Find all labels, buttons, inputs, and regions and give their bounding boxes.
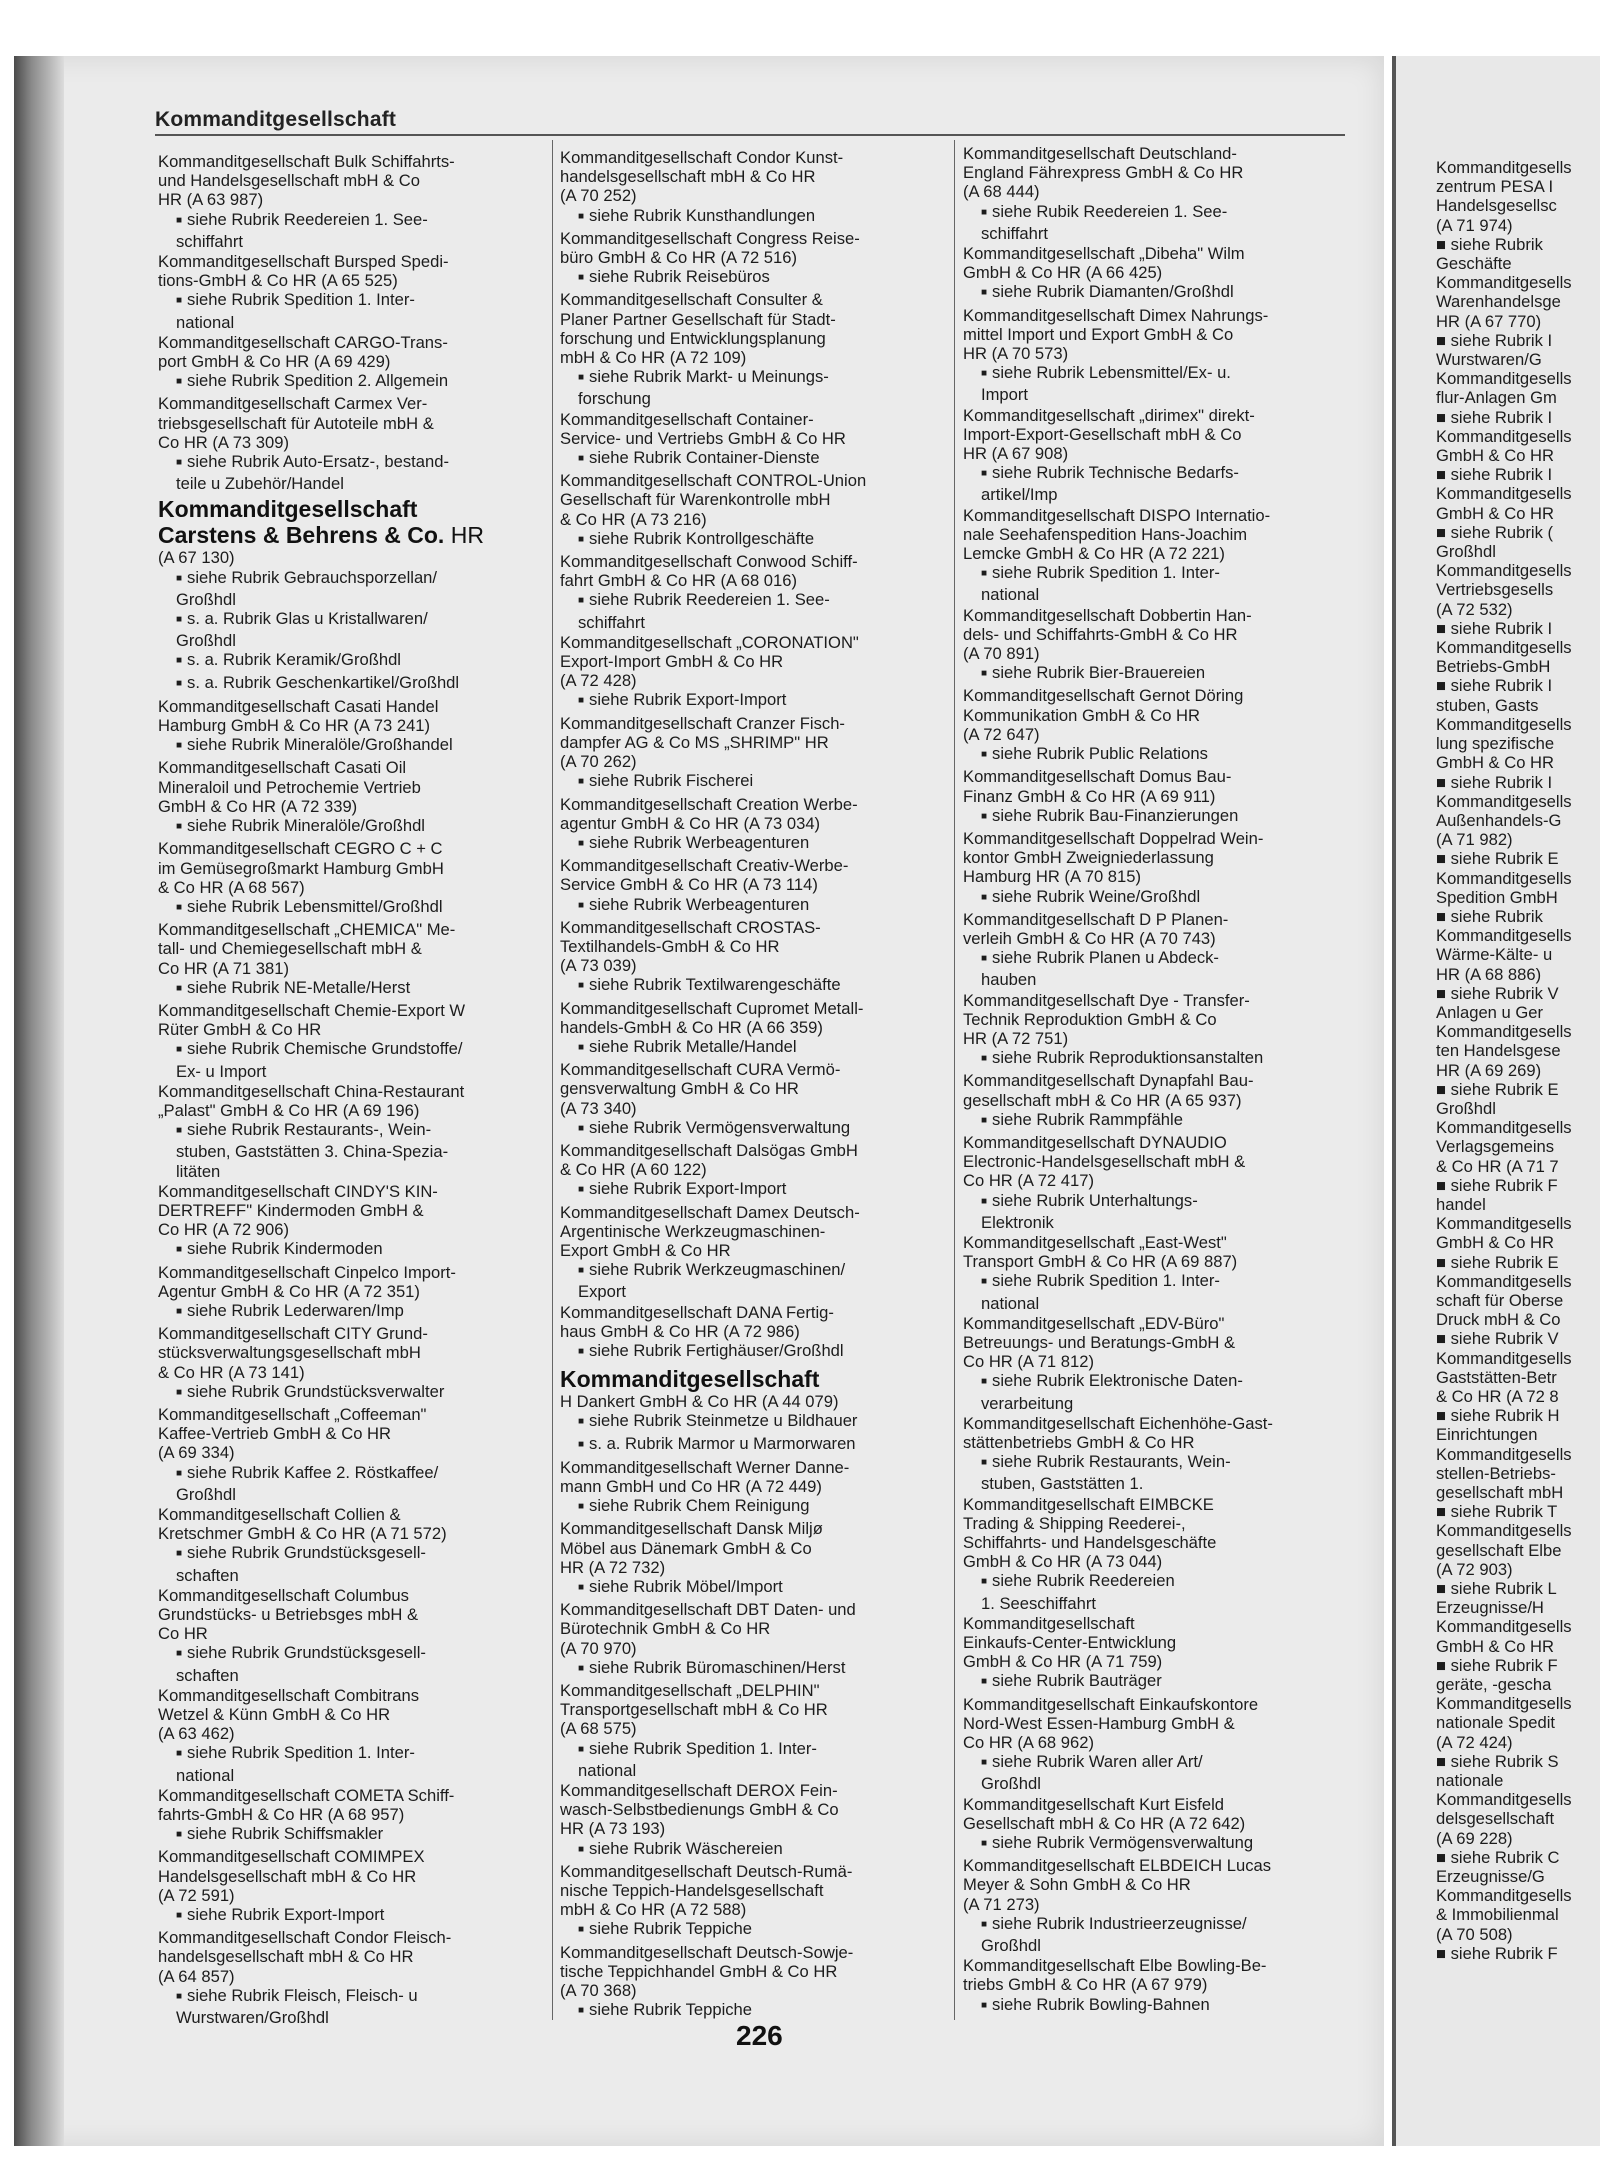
directory-entry xyxy=(158,1786,553,1847)
directory-entry xyxy=(560,1781,955,1861)
rubric-reference: ■ siehe Rubrik Schiffsmakler xyxy=(158,1824,553,1846)
entry-firm-name xyxy=(158,522,553,548)
rubric-reference: ■ s. a. Rubrik Glas u Kristallwaren/ Großhdl xyxy=(158,609,553,650)
rubric-reference: ■ siehe Rubrik Teppiche xyxy=(560,2000,955,2022)
directory-entry xyxy=(963,144,1358,243)
rubric-reference: ■ siehe Rubrik Steinmetze u Bildhauer xyxy=(560,1411,955,1433)
rubric-reference: ■ siehe Rubrik Spedition 2. Allgemein xyxy=(158,371,553,393)
entry-text: Kommanditgesellschaft Casati Handel Hamburg GmbH & Co HR (A 73 241) xyxy=(158,696,439,736)
rubric-reference: ■ siehe Rubrik Werbeagenturen xyxy=(560,833,955,855)
entry-text: Kommanditgesellschaft Gernot Döring Kommunikation GmbH & Co HR (A 72 647) xyxy=(963,686,1244,744)
rubric-reference: ■ siehe Rubrik Reisebüros xyxy=(560,267,955,289)
directory-entry xyxy=(963,1071,1358,1132)
entry-text: Kommanditgesellschaft Eichenhöhe-Gast- stättenbetriebs GmbH & Co HR xyxy=(963,1413,1273,1452)
entry-text: Kommanditgesellschaft Doppelrad Wein- kontor GmbH Zweigniederlassung Hamburg HR (A 70 815) xyxy=(963,828,1264,887)
rubric-reference: ■ siehe Rubik Reedereien 1. See- schiffahrt xyxy=(963,202,1358,243)
directory-entry xyxy=(963,1956,1358,2017)
directory-entry xyxy=(560,1862,955,1942)
directory-entry xyxy=(963,829,1358,909)
rubric-reference: ■ siehe Rubrik Auto-Ersatz-, bestand- teile u Zubehör/Handel xyxy=(158,452,553,493)
facing-page-text: Kommanditgesells zentrum PESA I Handelsgesellsc (A 71 974) ■ siehe Rubrik Geschäfte Kommanditgesells Warenhandelsge HR (A 67 770) ■ siehe Rubrik I Wurstwaren/G Kommanditgesells flur-Anlagen Gm ■ siehe Rubrik I Kommanditgesells GmbH & Co HR ■ siehe Rubrik I Kommanditgesells GmbH & Co HR ■ siehe Rubrik ( Großhdl Kommanditgesells Vertriebsgesells (A 72 532) ■ siehe Rubrik I Kommanditgesells Betriebs-GmbH ■ siehe Rubrik I stuben, Gasts Kommanditgesells lung spezifische GmbH & Co HR ■ siehe Rubrik I Kommanditgesells Außenhandels-G (A 71 982) ■ siehe Rubrik E Kommanditgesells Spedition GmbH ■ siehe Rubrik Kommanditgesells Wärme-Kälte- u HR (A 68 886) ■ siehe Rubrik V Anlagen u Ger Kommanditgesells ten Handelsgese HR (A 69 269) ■ siehe Rubrik E Großhdl Kommanditgesells Verlagsgemeins & Co HR (A 71 7 ■ siehe Rubrik F handel Kommanditgesells GmbH & Co HR ■ siehe Rubrik E Kommanditgesells schaft für Oberse Druck mbH & Co ■ siehe Rubrik V Kommanditgesells Gaststätten-Betr & Co HR (A 72 8 ■ siehe Rubrik H Einrichtungen Kommanditgesells stellen-Betriebs- gesellschaft mbH ■ siehe Rubrik T Kommanditgesells gesellschaft Elbe (A 72 903) ■ siehe Rubrik L Erzeugnisse/H Kommanditgesells GmbH & Co HR ■ siehe Rubrik F geräte, -gescha Kommanditgesells nationale Spedit (A 72 424) ■ siehe Rubrik S nationale Kommanditgesells delsgesellschaft (A 69 228) ■ siehe Rubrik C Erzeugnisse/G Kommanditgesells & Immobilienmal (A 70 508) ■ siehe Rubrik F xyxy=(1436,158,1572,1963)
rubric-reference: ■ siehe Rubrik Industrieerzeugnisse/ Großhdl xyxy=(963,1914,1358,1955)
directory-entry xyxy=(560,229,955,290)
directory-entry xyxy=(158,333,553,394)
rubric-reference: ■ siehe Rubrik NE-Metalle/Herst xyxy=(158,978,553,1000)
directory-entry xyxy=(158,920,553,1000)
entry-text: Kommanditgesellschaft Dobbertin Han- dels- und Schiffahrts-GmbH & Co HR (A 70 891) xyxy=(963,605,1252,664)
rubric-reference: ■ siehe Rubrik Spedition 1. Inter- national xyxy=(158,290,553,331)
rubric-reference: ■ siehe Rubrik Waren aller Art/ Großhdl xyxy=(963,1752,1358,1793)
directory-entry xyxy=(963,1856,1358,1955)
directory-entry xyxy=(560,552,955,632)
rubric-reference: ■ s. a. Rubrik Marmor u Marmorwaren xyxy=(560,1434,955,1456)
directory-entry xyxy=(560,1141,955,1202)
rubric-reference: ■ siehe Rubrik Kunsthandlungen xyxy=(560,206,955,228)
rubric-reference: ■ siehe Rubrik Kindermoden xyxy=(158,1239,553,1261)
directory-entry xyxy=(963,1414,1358,1494)
directory-entry xyxy=(560,1203,955,1302)
rubric-reference: ■ siehe Rubrik Spedition 1. Inter- national xyxy=(963,1271,1358,1312)
entry-text: Kommanditgesellschaft „CHEMICA" Me- tall- und Chemiegesellschaft mbH & Co HR (A 71 381) xyxy=(158,920,456,978)
rubric-reference: ■ siehe Rubrik Bowling-Bahnen xyxy=(963,1995,1358,2017)
rubric-reference: ■ s. a. Rubrik Geschenkartikel/Großhdl xyxy=(158,673,553,695)
entry-text: Kommanditgesellschaft CITY Grund- stücksverwaltungsgesellschaft mbH & Co HR (A 73 141) xyxy=(158,1324,428,1382)
rubric-reference: ■ s. a. Rubrik Keramik/Großhdl xyxy=(158,650,553,672)
rubric-reference: ■ siehe Rubrik Grundstücksverwalter xyxy=(158,1382,553,1404)
rubric-reference: ■ siehe Rubrik Fleisch, Fleisch- u Wurstwaren/Großhdl xyxy=(158,1986,553,2027)
entry-heading: Kommanditgesellschaft xyxy=(560,1366,820,1393)
entry-text: Kommanditgesellschaft DBT Daten- und Bürotechnik GmbH & Co HR (A 70 970) xyxy=(560,1600,856,1658)
entry-text: H Dankert GmbH & Co HR (A 44 079) xyxy=(560,1392,839,1412)
entry-text: Kommanditgesellschaft Domus Bau- Finanz GmbH & Co HR (A 69 911) xyxy=(963,767,1232,806)
rubric-reference: ■ siehe Rubrik Reedereien 1. Seeschiffahrt xyxy=(963,1571,1358,1612)
column-2 xyxy=(560,148,955,2023)
entry-text: Kommanditgesellschaft Creation Werbe- agentur GmbH & Co HR (A 73 034) xyxy=(560,794,858,833)
entry-text: Kommanditgesellschaft Dye - Transfer- Technik Reproduktion GmbH & Co HR (A 72 751) xyxy=(963,990,1250,1048)
rubric-reference: ■ siehe Rubrik Public Relations xyxy=(963,744,1358,766)
directory-entry xyxy=(158,1082,553,1181)
rubric-reference: ■ siehe Rubrik Fischerei xyxy=(560,771,955,793)
entry-text: Kommanditgesellschaft Kurt Eisfeld Gesellschaft mbH & Co HR (A 72 642) xyxy=(963,1794,1246,1833)
column-3 xyxy=(963,144,1358,2018)
entry-text: Kommanditgesellschaft COMIMPEX Handelsgesellschaft mbH & Co HR (A 72 591) xyxy=(158,1847,425,1905)
entry-heading: Kommanditgesellschaft xyxy=(158,496,418,523)
rubric-reference: ■ siehe Rubrik Werbeagenturen xyxy=(560,895,955,917)
directory-entry xyxy=(963,686,1358,766)
entry-text: Kommanditgesellschaft Carmex Ver- triebsgesellschaft für Autoteile mbH & Co HR (A 73 309) xyxy=(158,394,434,452)
entry-text: Kommanditgesellschaft DEROX Fein- wasch-Selbstbedienungs GmbH & Co HR (A 73 193) xyxy=(560,1781,839,1839)
rubric-reference: ■ siehe Rubrik Lebensmittel/Ex- u. Import xyxy=(963,363,1358,404)
entry-text: Kommanditgesellschaft Conwood Schiff- fahrt GmbH & Co HR (A 68 016) xyxy=(560,552,858,591)
rubric-reference: ■ siehe Rubrik Spedition 1. Inter- national xyxy=(963,563,1358,604)
entry-text: Kommanditgesellschaft Combitrans Wetzel & Künn GmbH & Co HR (A 63 462) xyxy=(158,1685,420,1744)
directory-entry xyxy=(560,795,955,856)
rubric-reference: ■ siehe Rubrik Vermögensverwaltung xyxy=(560,1118,955,1140)
entry-text: Kommanditgesellschaft CEGRO C + C im Gemüsegroßmarkt Hamburg GmbH & Co HR (A 68 567) xyxy=(158,839,444,897)
entry-text: Kommanditgesellschaft Cinpelco Import- Agentur GmbH & Co HR (A 72 351) xyxy=(158,1262,456,1301)
rubric-reference: ■ siehe Rubrik Reproduktionsanstalten xyxy=(963,1048,1358,1070)
rubric-reference: ■ siehe Rubrik Fertighäuser/Großhdl xyxy=(560,1341,955,1363)
rubric-reference: ■ siehe Rubrik Container-Dienste xyxy=(560,448,955,470)
rubric-reference: ■ siehe Rubrik Grundstücksgesell- schaften xyxy=(158,1543,553,1584)
entry-text: Kommanditgesellschaft DISPO Internatio- nale Seehafenspedition Hans-Joachim Lemcke GmbH & Co HR (A 72 221) xyxy=(963,505,1271,564)
directory-entry xyxy=(158,1847,553,1927)
entry-text: Kommanditgesellschaft Congress Reise- büro GmbH & Co HR (A 72 516) xyxy=(560,228,860,268)
directory-entry xyxy=(963,1314,1358,1413)
entry-text: Kommanditgesellschaft Casati Oil Mineraloil und Petrochemie Vertrieb GmbH & Co HR (A 72 339) xyxy=(158,758,421,816)
entry-text: Kommanditgesellschaft Einkaufs-Center-Entwicklung GmbH & Co HR (A 71 759) xyxy=(963,1613,1177,1672)
directory-entry xyxy=(560,410,955,471)
directory-entry xyxy=(963,910,1358,990)
entry-text: Kommanditgesellschaft Deutschland- England Fährexpress GmbH & Co HR (A 68 444) xyxy=(963,144,1244,202)
column-1 xyxy=(158,152,553,2028)
rubric-reference: ■ siehe Rubrik Vermögensverwaltung xyxy=(963,1833,1358,1855)
rubric-reference: ■ siehe Rubrik Mineralöle/Großhdl xyxy=(158,816,553,838)
directory-entry xyxy=(560,918,955,998)
entry-text: Kommanditgesellschaft Deutsch-Rumä- nische Teppich-Handelsgesellschaft mbH & Co HR (A 72 588) xyxy=(560,1861,853,1920)
rubric-reference: ■ siehe Rubrik Chem Reinigung xyxy=(560,1496,955,1518)
entry-text: Kommanditgesellschaft Dimex Nahrungs- mittel Import und Export GmbH & Co HR (A 70 573) xyxy=(963,305,1269,364)
rubric-reference: ■ siehe Rubrik Bau-Finanzierungen xyxy=(963,806,1358,828)
rubric-reference: ■ siehe Rubrik Werkzeugmaschinen/ Export xyxy=(560,1260,955,1301)
entry-text: Kommanditgesellschaft CROSTAS- Textilhandels-GmbH & Co HR (A 73 039) xyxy=(560,917,821,976)
directory-entry xyxy=(963,1233,1358,1313)
rubric-reference: ■ siehe Rubrik Unterhaltungs- Elektronik xyxy=(963,1191,1358,1232)
entry-text: Kommanditgesellschaft Consulter & Planer Partner Gesellschaft für Stadt- forschung und Entwicklungsplanung mbH & Co HR (A 72 109) xyxy=(560,290,836,368)
directory-entry xyxy=(560,1366,955,1456)
rubric-reference: ■ siehe Rubrik Restaurants, Wein- stuben, Gaststätten 1. xyxy=(963,1452,1358,1493)
directory-entry xyxy=(158,1263,553,1324)
entry-text: Kommanditgesellschaft „Coffeeman" Kaffee-Vertrieb GmbH & Co HR (A 69 334) xyxy=(158,1404,427,1463)
rubric-reference: ■ siehe Rubrik Restaurants-, Wein- stuben, Gaststätten 3. China-Spezia- litäten xyxy=(158,1120,553,1181)
rubric-reference: ■ siehe Rubrik Wäschereien xyxy=(560,1839,955,1861)
directory-entry xyxy=(963,1795,1358,1856)
directory-entry xyxy=(158,1686,553,1785)
directory-entry xyxy=(963,406,1358,505)
rubric-reference: ■ siehe Rubrik Büromaschinen/Herst xyxy=(560,1658,955,1680)
rubric-reference: ■ siehe Rubrik Reedereien 1. See- schiffahrt xyxy=(560,590,955,631)
entry-text: Kommanditgesellschaft Werner Danne- mann GmbH und Co HR (A 72 449) xyxy=(560,1457,850,1496)
directory-entry xyxy=(560,633,955,713)
rubric-reference: ■ siehe Rubrik Bauträger xyxy=(963,1671,1358,1693)
entry-text: Kommanditgesellschaft DYNAUDIO Electronic-Handelsgesellschaft mbH & Co HR (A 72 417) xyxy=(963,1132,1246,1191)
entry-text: Kommanditgesellschaft Deutsch-Sowje- tische Teppichhandel GmbH & Co HR (A 70 368) xyxy=(560,1942,854,2001)
entry-text: Kommanditgesellschaft DANA Fertig- haus GmbH & Co HR (A 72 986) xyxy=(560,1302,834,1341)
directory-entry xyxy=(963,1133,1358,1232)
rubric-reference: ■ siehe Rubrik Planen u Abdeck- hauben xyxy=(963,948,1358,989)
rubric-reference: ■ siehe Rubrik Spedition 1. Inter- national xyxy=(560,1739,955,1780)
entry-text: Kommanditgesellschaft ELBDEICH Lucas Meyer & Sohn GmbH & Co HR (A 71 273) xyxy=(963,1856,1272,1914)
rubric-reference: ■ siehe Rubrik Spedition 1. Inter- national xyxy=(158,1743,553,1784)
rubric-reference: ■ siehe Rubrik Gebrauchsporzellan/ Großhdl xyxy=(158,568,553,609)
entry-text: Kommanditgesellschaft Chemie-Export W Rüter GmbH & Co HR xyxy=(158,1000,466,1040)
entry-text: Kommanditgesellschaft Columbus Grundstücks- u Betriebsges mbH & Co HR xyxy=(158,1585,419,1644)
header-rule xyxy=(155,134,1345,136)
register-suffix: HR xyxy=(450,522,484,549)
entry-text: Kommanditgesellschaft Container- Service- und Vertriebs GmbH & Co HR xyxy=(560,409,846,448)
entry-text: Kommanditgesellschaft „CORONATION" Export-Import GmbH & Co HR (A 72 428) xyxy=(560,632,859,691)
directory-entry xyxy=(158,152,553,251)
entry-text: Kommanditgesellschaft „Dibeha" Wilm GmbH & Co HR (A 66 425) xyxy=(963,244,1245,283)
rubric-reference: ■ siehe Rubrik Markt- u Meinungs- forschung xyxy=(560,367,955,408)
rubric-reference: ■ siehe Rubrik Möbel/Import xyxy=(560,1577,955,1599)
directory-entry xyxy=(560,1943,955,2023)
directory-entry xyxy=(158,1324,553,1404)
firm-name-text: Carstens & Behrens & Co. xyxy=(158,522,445,549)
entry-text: Kommanditgesellschaft Damex Deutsch- Argentinische Werkzeugmaschinen- Export GmbH & Co HR xyxy=(560,1202,860,1260)
directory-entry xyxy=(560,471,955,551)
directory-entry xyxy=(158,496,553,694)
directory-entry xyxy=(963,606,1358,686)
rubric-reference: ■ siehe Rubrik Teppiche xyxy=(560,1919,955,1941)
rubric-reference: ■ siehe Rubrik Mineralöle/Großhandel xyxy=(158,735,553,757)
entry-text: Kommanditgesellschaft „DELPHIN" Transportgesellschaft mbH & Co HR (A 68 575) xyxy=(560,1681,828,1739)
entry-text: Kommanditgesellschaft Creativ-Werbe- Service GmbH & Co HR (A 73 114) xyxy=(560,856,849,895)
rubric-reference: ■ siehe Rubrik Elektronische Daten- verarbeitung xyxy=(963,1371,1358,1412)
rubric-reference: ■ siehe Rubrik Metalle/Handel xyxy=(560,1037,955,1059)
rubric-reference: ■ siehe Rubrik Weine/Großhdl xyxy=(963,887,1358,909)
rubric-reference: ■ siehe Rubrik Rammpfähle xyxy=(963,1110,1358,1132)
book-binding xyxy=(14,56,64,2146)
entry-text: Kommanditgesellschaft D P Planen- verleih GmbH & Co HR (A 70 743) xyxy=(963,909,1229,948)
rubric-reference: ■ siehe Rubrik Kaffee 2. Röstkaffee/ Großhdl xyxy=(158,1463,553,1504)
directory-entry xyxy=(158,1928,553,2027)
directory-entry xyxy=(963,506,1358,605)
directory-entry xyxy=(560,1600,955,1680)
directory-entry xyxy=(158,1182,553,1262)
directory-entry xyxy=(963,767,1358,828)
running-head: Kommanditgesellschaft xyxy=(155,108,397,131)
entry-text: Kommanditgesellschaft Dynapfahl Bau- gesellschaft mbH & Co HR (A 65 937) xyxy=(963,1071,1254,1110)
directory-entry xyxy=(560,1519,955,1599)
rubric-reference: ■ siehe Rubrik Textilwarengeschäfte xyxy=(560,975,955,997)
directory-entry xyxy=(560,148,955,228)
entry-text: Kommanditgesellschaft Cupromet Metall- handels-GmbH & Co HR (A 66 359) xyxy=(560,998,864,1037)
entry-text: Kommanditgesellschaft „EDV-Büro" Betreuungs- und Beratungs-GmbH & Co HR (A 71 812) xyxy=(963,1313,1236,1372)
directory-entry xyxy=(963,1695,1358,1794)
page-number: 226 xyxy=(736,2020,783,2051)
rubric-reference: ■ siehe Rubrik Technische Bedarfs- artikel/Imp xyxy=(963,463,1358,504)
directory-entry xyxy=(963,1614,1358,1694)
directory-entry xyxy=(560,1681,955,1780)
entry-text: Kommanditgesellschaft China-Restaurant „Palast" GmbH & Co HR (A 69 196) xyxy=(158,1081,465,1120)
rubric-reference: ■ siehe Rubrik Lederwaren/Imp xyxy=(158,1301,553,1323)
directory-entry xyxy=(560,714,955,794)
entry-text: Kommanditgesellschaft „East-West" Transport GmbH & Co HR (A 69 887) xyxy=(963,1232,1238,1272)
rubric-reference: ■ siehe Rubrik Export-Import xyxy=(560,1179,955,1201)
rubric-reference: ■ siehe Rubrik Reedereien 1. See- schiffahrt xyxy=(158,210,553,251)
directory-entry xyxy=(158,758,553,838)
entry-text: (A 67 130) xyxy=(158,548,235,568)
entry-text: Kommanditgesellschaft Bulk Schiffahrts- und Handelsgesellschaft mbH & Co HR (A 63 987) xyxy=(158,152,455,210)
directory-entry xyxy=(560,856,955,917)
entry-text: Kommanditgesellschaft Collien & Kretschmer GmbH & Co HR (A 71 572) xyxy=(158,1505,447,1544)
entry-text: Kommanditgesellschaft „dirimex" direkt- Import-Export-Gesellschaft mbH & Co HR (A 67 908) xyxy=(963,405,1255,464)
entry-text: Kommanditgesellschaft COMETA Schiff- fahrts-GmbH & Co HR (A 68 957) xyxy=(158,1785,455,1825)
directory-entry xyxy=(560,1303,955,1364)
directory-entry xyxy=(158,1505,553,1585)
directory-entry xyxy=(963,991,1358,1071)
entry-text: Kommanditgesellschaft Condor Fleisch- handelsgesellschaft mbH & Co HR (A 64 857) xyxy=(158,1928,452,1986)
entry-text: Kommanditgesellschaft Cranzer Fisch- dampfer AG & Co MS „SHRIMP" HR (A 70 262) xyxy=(560,713,845,772)
entry-text: Kommanditgesellschaft Elbe Bowling-Be- triebs GmbH & Co HR (A 67 979) xyxy=(963,1956,1267,1995)
directory-entry xyxy=(963,306,1358,405)
directory-entry xyxy=(158,697,553,758)
directory-entry xyxy=(560,1458,955,1519)
entry-text: Kommanditgesellschaft EIMBCKE Trading & Shipping Reederei-, Schiffahrts- und Handelsgeschäfte GmbH & Co HR (A 73 044) xyxy=(963,1494,1217,1572)
rubric-reference: ■ siehe Rubrik Export-Import xyxy=(158,1905,553,1927)
rubric-reference: ■ siehe Rubrik Diamanten/Großhdl xyxy=(963,282,1358,304)
directory-entry xyxy=(158,1586,553,1685)
directory-entry xyxy=(963,244,1358,305)
entry-text: Kommanditgesellschaft Bursped Spedi- tions-GmbH & Co HR (A 65 525) xyxy=(158,252,449,291)
directory-entry xyxy=(158,839,553,919)
directory-entry xyxy=(560,999,955,1060)
entry-text: Kommanditgesellschaft CONTROL-Union Gesellschaft für Warenkontrolle mbH & Co HR (A 73 216) xyxy=(560,471,867,529)
directory-entry xyxy=(158,394,553,493)
directory-entry xyxy=(560,290,955,408)
rubric-reference: ■ siehe Rubrik Lebensmittel/Großhdl xyxy=(158,897,553,919)
rubric-reference: ■ siehe Rubrik Kontrollgeschäfte xyxy=(560,529,955,551)
entry-text: Kommanditgesellschaft CURA Vermö- gensverwaltung GmbH & Co HR (A 73 340) xyxy=(560,1060,841,1118)
entry-text: Kommanditgesellschaft Condor Kunst- handelsgesellschaft mbH & Co HR (A 70 252) xyxy=(560,148,844,206)
directory-entry xyxy=(158,1001,553,1081)
directory-entry xyxy=(560,1060,955,1140)
rubric-reference: ■ siehe Rubrik Chemische Grundstoffe/ Ex- u Import xyxy=(158,1039,553,1080)
directory-entry xyxy=(158,1405,553,1504)
rubric-reference: ■ siehe Rubrik Grundstücksgesell- schaften xyxy=(158,1643,553,1684)
entry-text: Kommanditgesellschaft Einkaufskontore Nord-West Essen-Hamburg GmbH & Co HR (A 68 962) xyxy=(963,1694,1259,1753)
entry-text: Kommanditgesellschaft Dalsögas GmbH & Co HR (A 60 122) xyxy=(560,1140,858,1180)
directory-entry xyxy=(158,252,553,332)
entry-text: Kommanditgesellschaft CINDY'S KIN- DERTREFF" Kindermoden GmbH & Co HR (A 72 906) xyxy=(158,1181,438,1240)
entry-text: Kommanditgesellschaft Dansk Miljø Möbel aus Dänemark GmbH & Co HR (A 72 732) xyxy=(560,1519,823,1577)
entry-text: Kommanditgesellschaft CARGO-Trans- port GmbH & Co HR (A 69 429) xyxy=(158,332,448,372)
rubric-reference: ■ siehe Rubrik Export-Import xyxy=(560,690,955,712)
directory-entry xyxy=(963,1495,1358,1613)
rubric-reference: ■ siehe Rubrik Bier-Brauereien xyxy=(963,663,1358,685)
